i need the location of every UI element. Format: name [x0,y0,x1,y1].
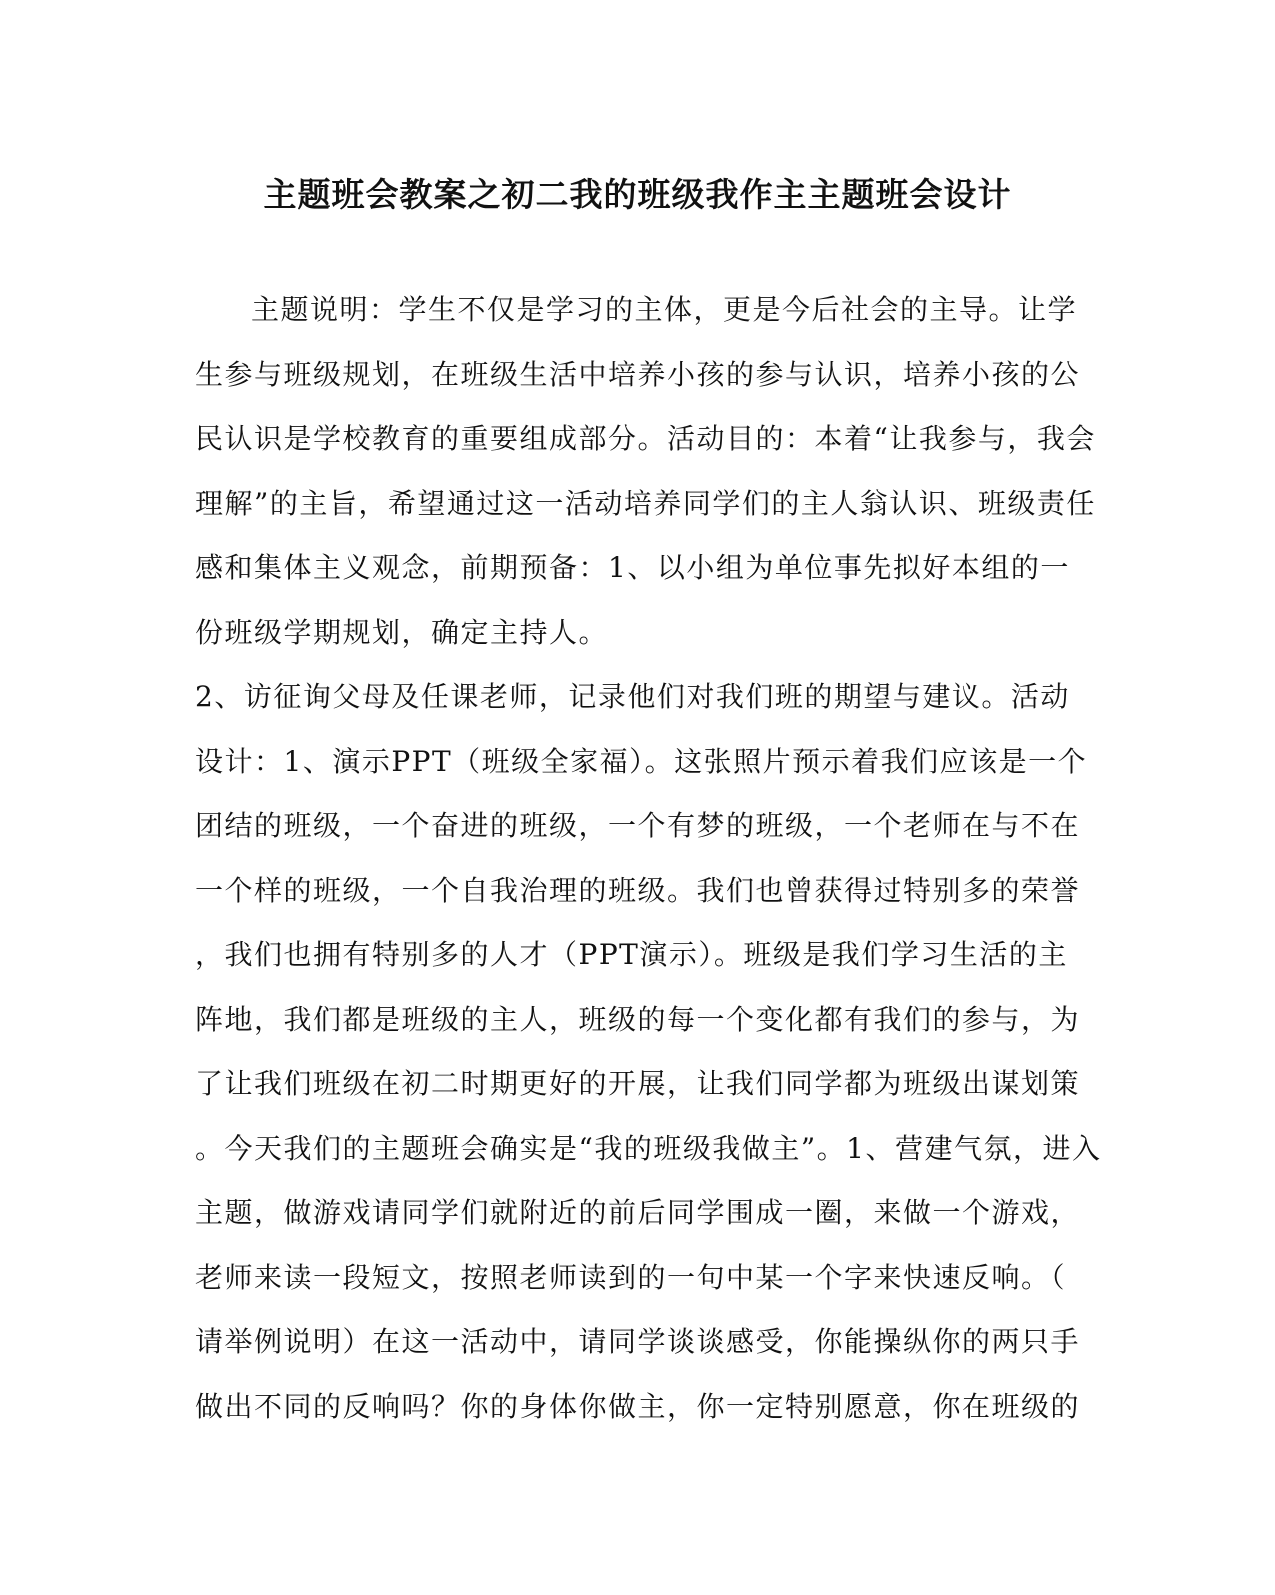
body-line: 阵地，我们都是班级的主人，班级的每一个变化都有我们的参与，为 [195,1002,1081,1036]
document-body [195,278,1102,1439]
body-line: 团结的班级，一个奋进的班级，一个有梦的班级，一个老师在与不在 [195,809,1081,842]
body-line: 了让我们班级在初二时期更好的开展，让我们同学都为班级出谋划策 [195,1067,1081,1100]
body-line: 老师来读一段短文，按照老师读到的一句中某一个字来快速反响。（ [195,1260,1067,1294]
body-line: 。今天我们的主题班会确实是“我的班级我做主”。1、营建气氛，进入 [195,1131,1102,1165]
body-line: 生参与班级规划，在班级生活中培养小孩的参与认识，培养小孩的公 [195,357,1081,391]
body-line: 一个样的班级，一个自我治理的班级。我们也曾获得过特别多的荣誉 [195,873,1081,907]
body-line: 感和集体主义观念，前期预备：1、以小组为单位事先拟好本组的一 [195,551,1070,584]
body-line: 主题说明：学生不仅是学习的主体，更是今后社会的主导。让学 [251,293,1078,326]
body-line: 设计：1、演示PPT（班级全家福）。这张照片预示着我们应该是一个 [195,744,1088,778]
body-line: 做出不同的反响吗？你的身体你做主，你一定特别愿意，你在班级的 [195,1389,1081,1423]
body-line: 请举例说明）在这一活动中，请同学谈谈感受，你能操纵你的两只手 [195,1325,1081,1358]
body-line: 理解”的主旨，希望通过这一活动培养同学们的主人翁认识、班级责任 [195,486,1096,520]
document-title: 主题班会教案之初二我的班级我作主主题班会设计 [263,175,1012,214]
body-line: ，我们也拥有特别多的人才（PPT演示）。班级是我们学习生活的主 [195,938,1068,971]
body-line: 主题，做游戏请同学们就附近的前后同学围成一圈，来做一个游戏， [195,1196,1081,1229]
body-line: 份班级学期规划，确定主持人。 [195,615,609,649]
body-line: 民认识是学校教育的重要组成部分。活动目的：本着“让我参与，我会 [195,422,1096,455]
body-line: 2、访征询父母及任课老师，记录他们对我们班的期望与建议。活动 [195,680,1070,713]
